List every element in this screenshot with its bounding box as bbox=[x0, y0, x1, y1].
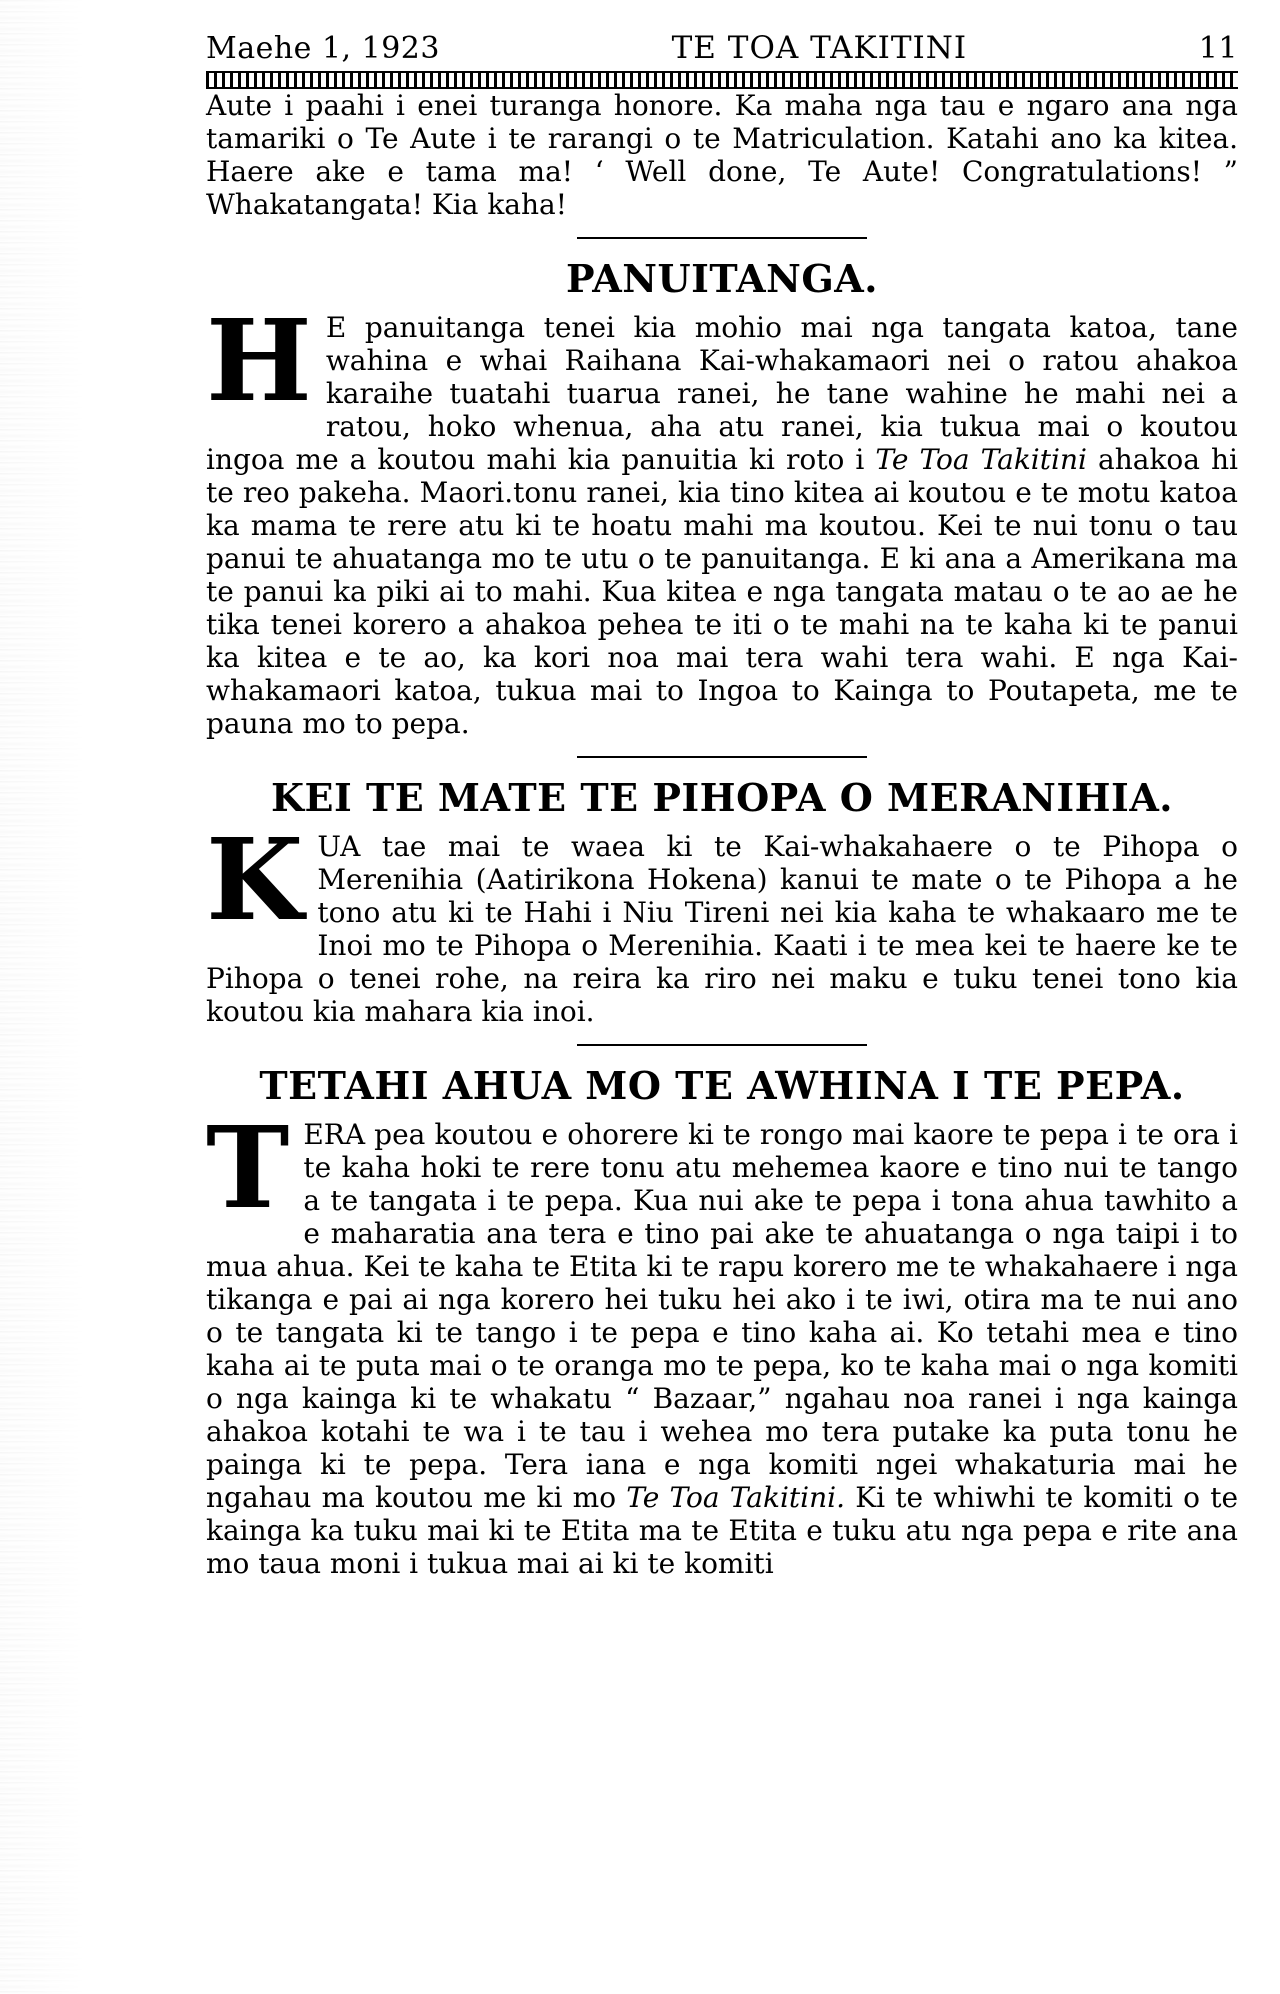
scan-edge-noise bbox=[0, 0, 90, 1994]
article-panuitanga bbox=[206, 296, 1239, 740]
article-text: E panuitanga tenei kia mohio mai nga tangata katoa, tane wahina e whai Raihana Kai-whakamaori nei o ratou ahakoa karaihe tuatahi tuarua ranei, he tane wahine he mahi nei a ratou, hoko whenua, aha atu ranei, kia tukua mai o koutou ingoa me a koutou mahi kia panuitia ki roto i bbox=[206, 311, 1238, 476]
article-body bbox=[206, 1103, 1239, 1580]
page-content bbox=[206, 30, 1238, 1580]
article-text: ahakoa hi te reo pakeha. Maori.tonu ranei, kia tino kitea ai koutou e te motu katoa ka mama te rere atu ki te hoatu mahi ma koutou. Kei te nui tonu o tau panui te ahuatanga mo te utu o te panuitanga. E ki ana a Amerikana ma te panui ka piki ai to mahi. Kua kitea e nga tangata matau o te ao ae he tika tenei korero a ahakoa pehea te iti o te mahi na te kaha ki te panui ka kitea e te ao, ka kori noa mai tera wahi tera wahi. E nga Kai-whakamaori katoa, tukua mai to Ingoa to Kainga to Poutapeta, me te pauna mo to pepa. bbox=[206, 443, 1239, 740]
publication-name-italic: Te Toa Takitini bbox=[875, 443, 1087, 476]
header-page-number: 11 bbox=[1198, 31, 1238, 66]
article-text: Ki te whiwhi te komiti o te kainga ka tuku mai ki te Etita ma te Etita e tuku atu nga pepa e rite ana mo taua moni i tukua mai ai ki te komiti bbox=[206, 1481, 1239, 1580]
article-text: ERA pea koutou e ohorere ki te rongo mai kaore te pepa i te ora i te kaha hoki te rere tonu atu mehemea kaore e tino nui te tango a te tangata i te pepa. Kua nui ake te pepa i tona ahua tawhito a e maharatia ana tera e tino pai ake te ahuatanga o nga taipi i to mua ahua. Kei te kaha te Etita ki te rapu korero me te whakahaere i nga tikanga e pai ai nga korero hei tuku hei ako i te iwi, otira ma te nui ano o te tangata ki te tango i te pepa e tino kaha ai. Ko tetahi mea e tino kaha ai te puta mai o te oranga mo te pepa, ko te kaha mai o nga komiti o nga kainga ki te whakatu “ Bazaar,” ngahau noa ranei i nga kainga ahakoa kotahi te wa i te tau i wehea mo tera putake ka puta tonu he painga ki te pepa. Tera iana e nga komiti ngei whakaturia mai he ngahau ma koutou me ki mo bbox=[206, 1118, 1238, 1514]
article-body bbox=[206, 296, 1239, 740]
header-date: Maehe 1, 1923 bbox=[206, 31, 440, 66]
section-divider bbox=[577, 237, 867, 239]
header-ornament-border bbox=[206, 71, 1238, 89]
header-publication: TE TOA TAKITINI bbox=[671, 30, 968, 66]
article-title-pihopa: KEI TE MATE TE PIHOPA O MERANIHIA. bbox=[270, 775, 1174, 820]
drop-cap: H bbox=[206, 296, 312, 427]
intro-paragraph: Aute i paahi i enei turanga honore. Ka maha nga tau e ngaro ana nga tamariki o Te Aute i te rarangi o te Matriculation. Katahi ano ka kitea. Haere ake e tama ma! ‘ Well done, Te Aute! Congratulations! ” Whakatangata! Kia kaha! bbox=[206, 89, 1238, 221]
publication-name-italic: Te Toa Takitini. bbox=[626, 1481, 846, 1514]
article-title-panuitanga: PANUITANGA. bbox=[565, 256, 879, 301]
article-body: UA tae mai te waea ki te Kai-whakahaere o te Pihopa o Merenihia (Aatirikona Hokena) kanui te mate o te Pihopa a he tono atu ki te Hahi i Niu Tireni nei kia kaha te whakaaro me te Inoi mo te Pihopa o Merenihia. Kaati i te mea kei te haere ke te Pihopa o tenei rohe, na reira ka riro nei maku e tuku tenei tono kia koutou kia mahara kia inoi. bbox=[206, 830, 1238, 1028]
section-divider bbox=[577, 1044, 867, 1046]
article-title-awhina: TETAHI AHUA MO TE AWHINA I TE PEPA. bbox=[259, 1063, 1185, 1108]
section-divider bbox=[577, 756, 867, 758]
article-awhina bbox=[206, 1103, 1239, 1580]
drop-cap: K bbox=[206, 815, 304, 946]
article-pihopa bbox=[206, 815, 1238, 1028]
drop-cap: T bbox=[206, 1103, 290, 1234]
running-header bbox=[206, 30, 1238, 67]
